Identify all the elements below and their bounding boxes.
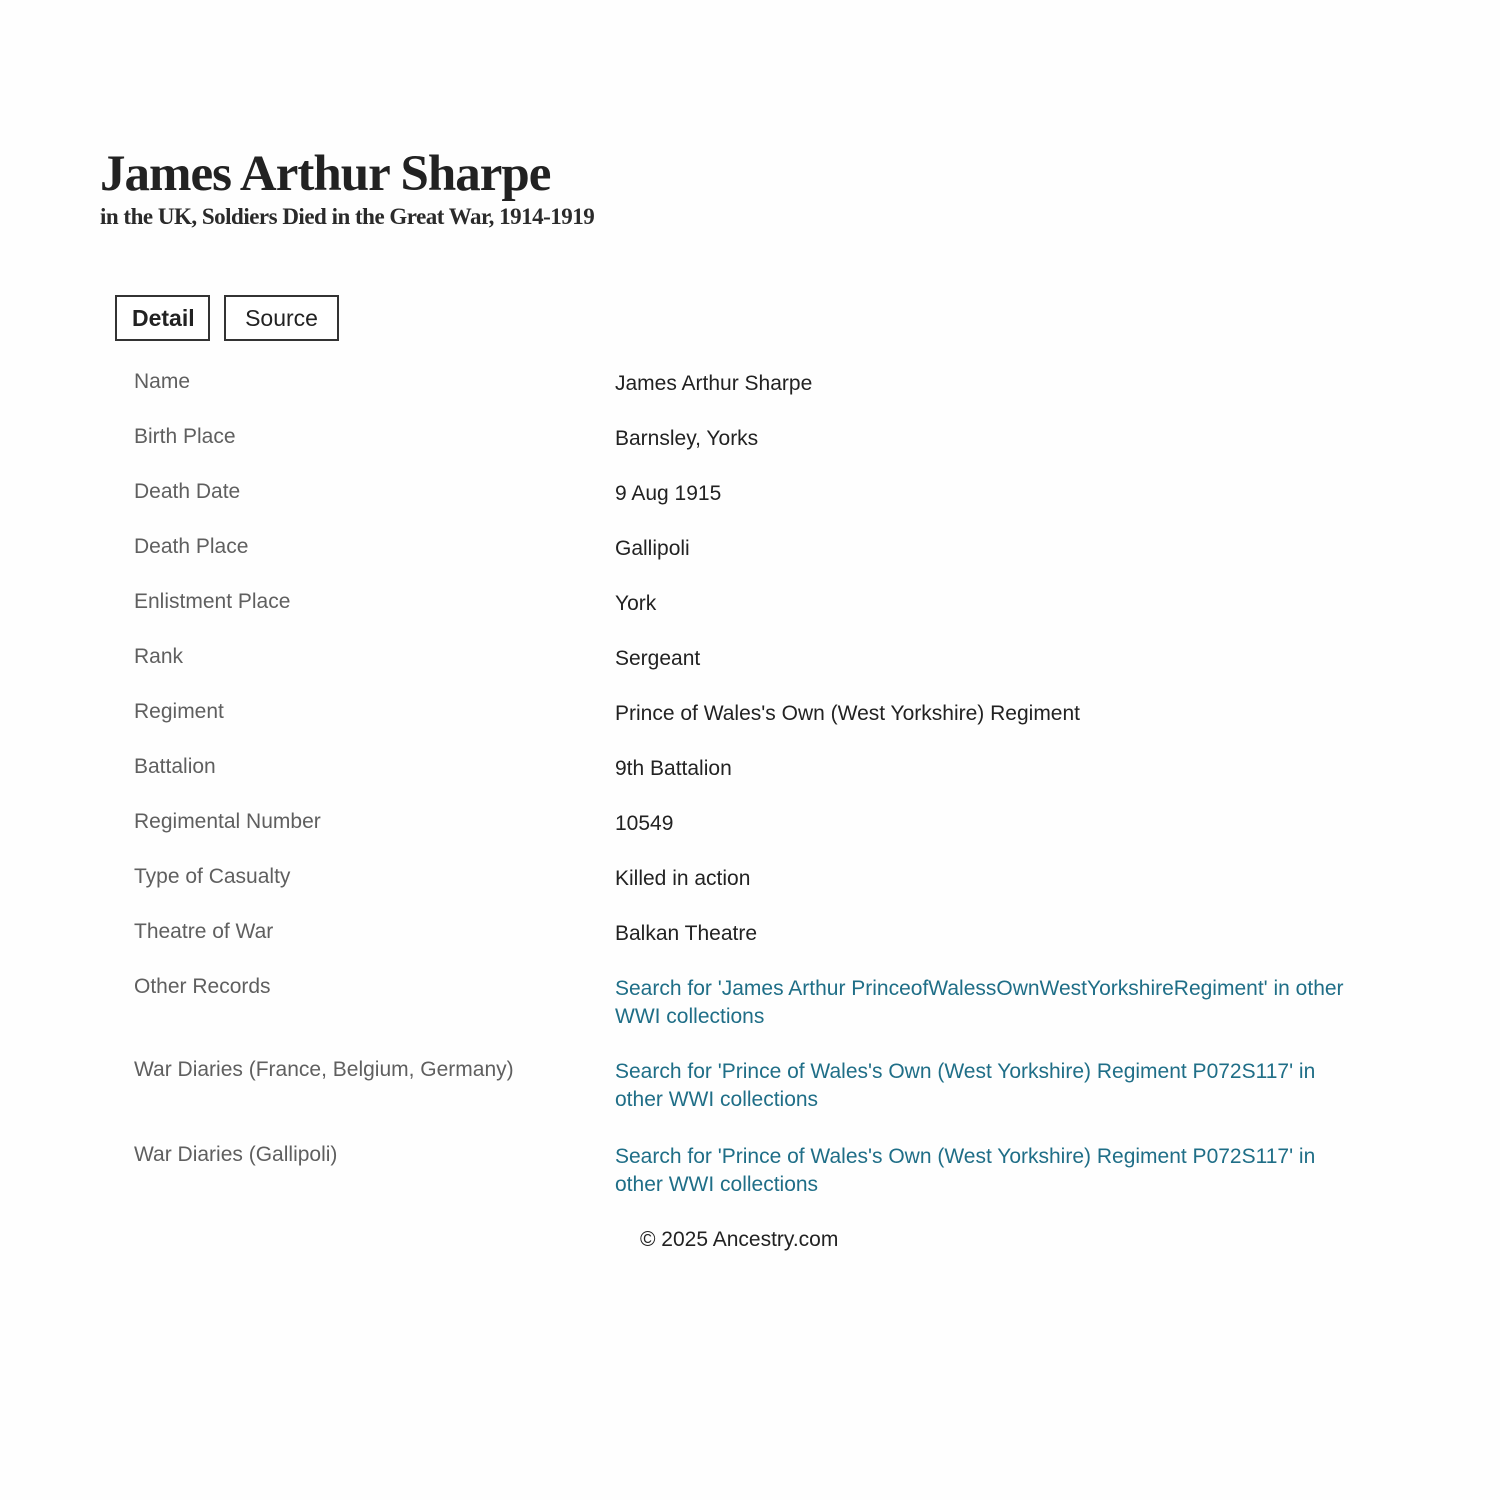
search-collections-link[interactable]: Search for 'James Arthur PrinceofWalessOwnWestYorkshireRegiment' in other WWI collections [615,977,1344,1028]
field-value: 9th Battalion [615,757,732,780]
record-tabs [115,295,339,341]
record-header [100,146,594,232]
field-label: Death Place [134,535,249,558]
record-row [134,1056,1364,1141]
copyright-footer: © 2025 Ancestry.com [640,1228,839,1251]
field-label: Other Records [134,975,271,998]
field-label: Birth Place [134,425,236,448]
field-value: 9 Aug 1915 [615,482,722,505]
record-row [134,698,1364,753]
field-value-link-cell [615,1143,1355,1199]
field-label: Enlistment Place [134,590,291,613]
field-label: Name [134,370,191,393]
search-collections-link[interactable]: Search for 'Prince of Wales's Own (West Yorkshire) Regiment P072S117' in other WWI collections [615,1145,1316,1196]
record-row [134,368,1364,423]
record-row [134,753,1364,808]
tab-source[interactable]: Source [224,295,339,341]
record-row [134,423,1364,478]
page-title: James Arthur Sharpe [100,146,551,202]
search-collections-link[interactable]: Search for 'Prince of Wales's Own (West Yorkshire) Regiment P072S117' in other WWI collections [615,1060,1316,1111]
record-row [134,918,1364,973]
field-value: James Arthur Sharpe [615,372,813,395]
field-label: Regimental Number [134,810,321,833]
field-value: Balkan Theatre [615,922,758,945]
record-row [134,643,1364,698]
field-value: Killed in action [615,867,751,890]
field-label: Theatre of War [134,920,274,943]
field-value-link-cell [615,1058,1355,1114]
field-value: York [615,592,657,615]
field-value: 10549 [615,812,674,835]
field-label: Death Date [134,480,241,503]
record-row [134,1141,1364,1226]
field-label: War Diaries (France, Belgium, Germany) [134,1058,514,1081]
record-details-table [134,368,1364,1226]
record-row [134,478,1364,533]
field-value: Prince of Wales's Own (West Yorkshire) Regiment [615,702,1081,725]
record-row [134,973,1364,1056]
record-row [134,533,1364,588]
field-label: War Diaries (Gallipoli) [134,1143,338,1166]
tab-detail[interactable]: Detail [115,295,210,341]
field-label: Type of Casualty [134,865,291,888]
field-value: Barnsley, Yorks [615,427,759,450]
field-label: Regiment [134,700,224,723]
field-value: Gallipoli [615,537,690,560]
field-value-link-cell [615,975,1355,1031]
field-label: Battalion [134,755,216,778]
record-row [134,588,1364,643]
field-label: Rank [134,645,184,668]
record-row [134,808,1364,863]
record-row [134,863,1364,918]
collection-subtitle: in the UK, Soldiers Died in the Great War, 1914-1919 [100,204,595,229]
field-value: Sergeant [615,647,701,670]
